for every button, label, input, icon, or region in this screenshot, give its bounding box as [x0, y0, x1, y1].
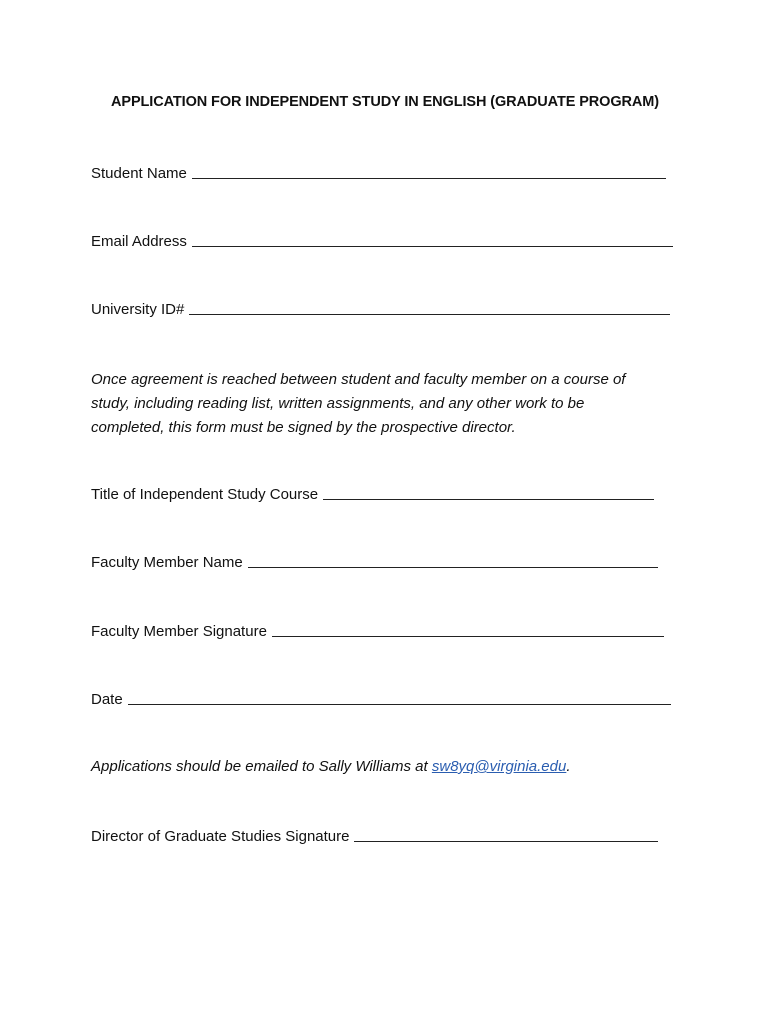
instructions-paragraph — [91, 368, 681, 440]
faculty-signature-label: Faculty Member Signature — [91, 623, 267, 640]
email-address-line[interactable] — [192, 232, 673, 247]
email-address-label: Email Address — [91, 233, 187, 250]
course-title-field — [91, 484, 654, 504]
director-signature-label: Director of Graduate Studies Signature — [91, 828, 350, 845]
student-name-field — [91, 163, 666, 183]
instructions-line: completed, this form must be signed by the prospective director. — [91, 419, 516, 436]
director-signature-line[interactable] — [354, 827, 658, 842]
submission-email-link[interactable]: sw8yq@virginia.edu — [431, 758, 567, 775]
university-id-label: University ID# — [91, 301, 185, 318]
faculty-signature-field — [91, 621, 664, 641]
submission-text: Applications should be emailed to Sally Williams at — [91, 758, 432, 775]
date-field — [91, 689, 671, 709]
form-title: APPLICATION FOR INDEPENDENT STUDY IN ENGLISH (GRADUATE PROGRAM) — [111, 94, 659, 110]
email-address-field — [91, 231, 673, 251]
director-signature-field — [91, 826, 658, 846]
faculty-signature-line[interactable] — [272, 622, 664, 637]
submission-suffix: . — [566, 758, 571, 775]
faculty-name-line[interactable] — [248, 553, 658, 568]
university-id-field — [91, 299, 670, 319]
student-name-line[interactable] — [192, 164, 666, 179]
course-title-label: Title of Independent Study Course — [91, 486, 319, 503]
faculty-name-label: Faculty Member Name — [91, 554, 243, 571]
instructions-line: study, including reading list, written assignments, and any other work to be — [91, 395, 585, 412]
submission-note — [91, 758, 571, 775]
faculty-name-field — [91, 552, 658, 572]
date-line[interactable] — [128, 690, 671, 705]
student-name-label: Student Name — [91, 165, 187, 182]
date-label: Date — [91, 691, 123, 708]
university-id-line[interactable] — [189, 300, 670, 315]
instructions-line: Once agreement is reached between student and faculty member on a course of — [91, 371, 626, 388]
course-title-line[interactable] — [323, 485, 654, 500]
